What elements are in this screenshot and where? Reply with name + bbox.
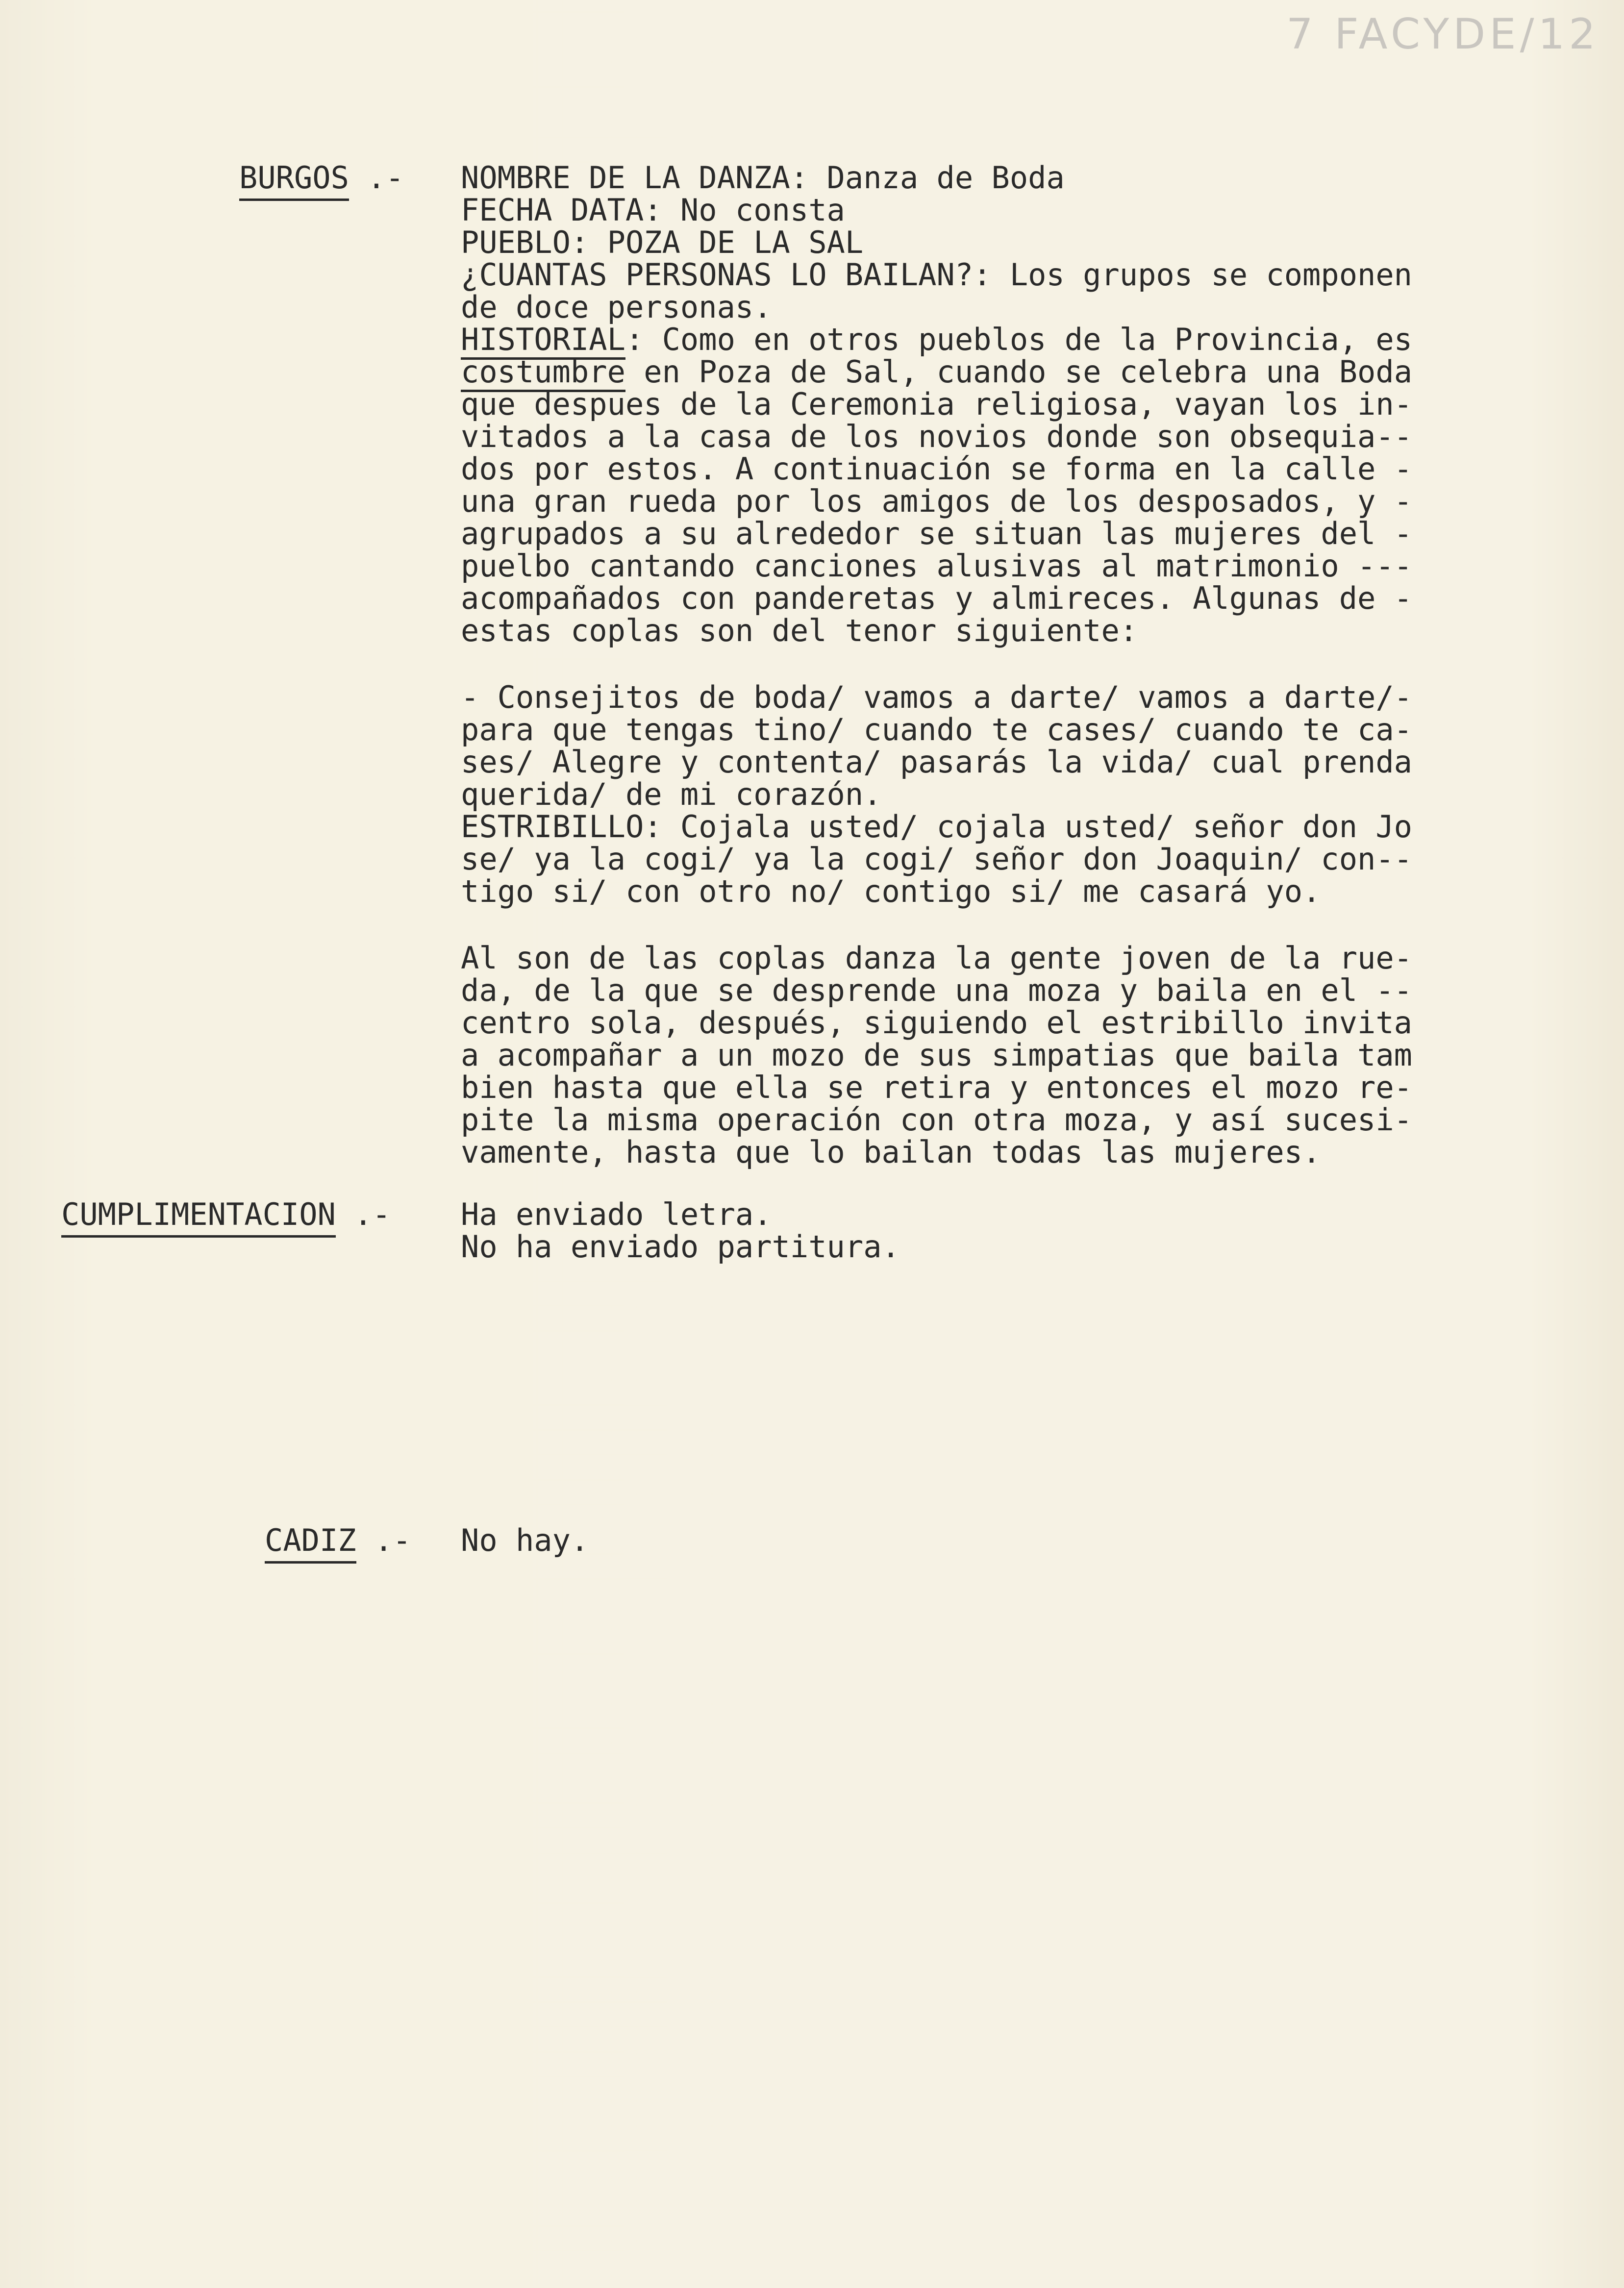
cumplimentacion-line: Ha enviado letra. [461,1196,772,1232]
label-burgos-sep: .- [367,160,404,196]
cadiz-content [461,1524,1515,1557]
cumplimentacion-line: No ha enviado partitura. [461,1229,900,1265]
historial-line: una gran rueda por los amigos de los desposados, y - [461,483,1413,519]
label-cadiz-sep: .- [374,1522,411,1558]
final-line: bien hasta que ella se retira y entonces el mozo re- [461,1069,1413,1105]
costumbre-underlined: costumbre [461,354,625,392]
paragraph-gap [461,647,1515,681]
section-label-cumplimentacion [61,1198,391,1231]
final-line: Al son de las coplas danza la gente joven de la rue- [461,940,1413,976]
copla-line: tigo si/ con otro no/ contigo si/ me casará yo. [461,873,1321,909]
field-line: ¿CUANTAS PERSONAS LO BAILAN?: Los grupos se componen [461,257,1413,293]
historial-line [461,323,1515,356]
label-cumplimentacion-name: CUMPLIMENTACION [61,1196,336,1238]
historial-line: acompañados con panderetas y almireces. Algunas de - [461,580,1413,616]
field-line: de doce personas. [461,289,772,325]
historial-line [461,356,1515,388]
section-label-cadiz [265,1524,411,1557]
historial-line: vitados a la casa de los novios donde son obsequia-- [461,419,1413,454]
historial-line: agrupados a su alrededor se situan las mujeres del - [461,516,1413,551]
field-line: NOMBRE DE LA DANZA: Danza de Boda [461,160,1065,196]
historial-line: puelbo cantando canciones alusivas al matrimonio --- [461,548,1413,584]
field-line: FECHA DATA: No consta [461,192,845,228]
handwritten-archive-reference: 7 FACYDE/12 [1286,10,1599,59]
copla-line: se/ ya la cogi/ ya la cogi/ señor don Joaquin/ con-- [461,841,1413,877]
final-line: a acompañar a un mozo de sus simpatias que baila tam [461,1037,1413,1073]
label-cadiz-name: CADIZ [265,1522,356,1564]
field-line: PUEBLO: POZA DE LA SAL [461,224,864,260]
cadiz-line: No hay. [461,1522,589,1558]
paragraph-gap [461,908,1515,942]
historial-label: HISTORIAL [461,322,625,360]
historial-second-text: en Poza de Sal, cuando se celebra una Boda [625,354,1413,390]
label-burgos-name: BURGOS [239,160,349,201]
copla-line: para que tengas tino/ cuando te cases/ cuando te ca- [461,712,1413,747]
label-cumplimentacion-sep: .- [354,1196,391,1232]
copla-line: ses/ Alegre y contenta/ pasarás la vida/ cual prenda [461,744,1413,780]
historial-line: estas coplas son del tenor siguiente: [461,613,1138,648]
historial-line: que despues de la Ceremonia religiosa, vayan los in- [461,386,1413,422]
final-line: pite la misma operación con otra moza, y así sucesi- [461,1102,1413,1138]
final-line: da, de la que se desprende una moza y baila en el -- [461,972,1413,1008]
copla-line: ESTRIBILLO: Cojala usted/ cojala usted/ señor don Jo [461,809,1413,845]
copla-line: - Consejitos de boda/ vamos a darte/ vamos a darte/- [461,679,1413,715]
final-line: centro sola, después, siguiendo el estribillo invita [461,1005,1413,1041]
burgos-content [461,162,1515,1169]
copla-line: querida/ de mi corazón. [461,776,882,812]
section-label-burgos [239,162,404,194]
historial-first-text: : Como en otros pueblos de la Provincia, es [625,322,1413,357]
final-line: vamente, hasta que lo bailan todas las mujeres. [461,1134,1321,1170]
cumplimentacion-content [461,1198,1515,1263]
historial-line: dos por estos. A continuación se forma en la calle - [461,451,1413,487]
